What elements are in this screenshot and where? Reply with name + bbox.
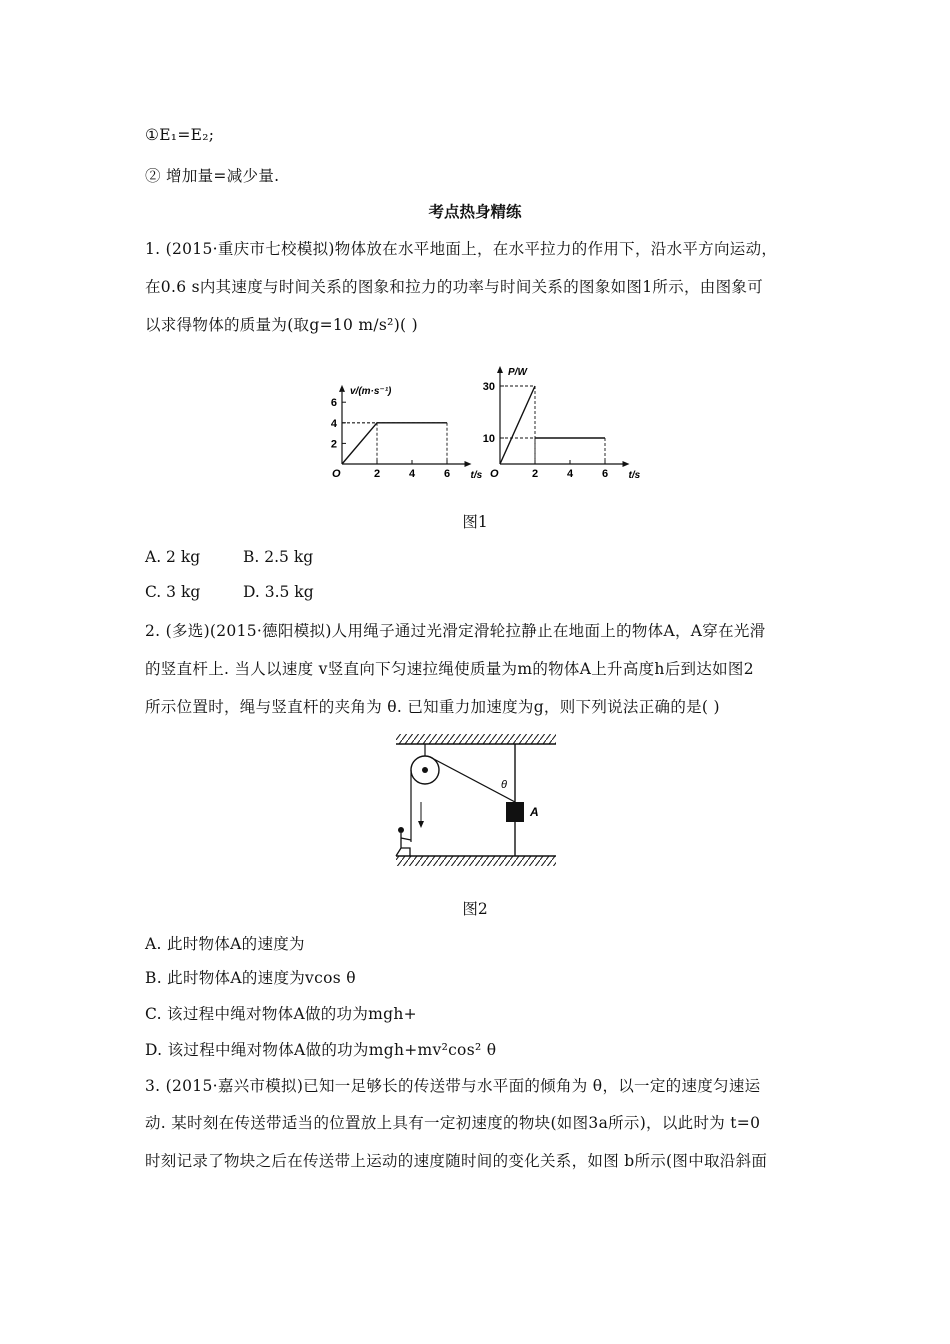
x-tick-label: 4 <box>566 468 574 480</box>
q3-line-2: 动. 某时刻在传送带适当的位置放上具有一定初速度的物块(如图3a所示)，以此时为 t=0 <box>145 1114 761 1132</box>
y-axis-label: P/W <box>508 367 527 378</box>
y-tick-label: 10 <box>482 433 495 445</box>
y-tick-label: 2 <box>330 438 337 451</box>
person-head <box>398 827 404 833</box>
power-time-chart <box>483 366 641 481</box>
q3-line-1: 3. (2015·嘉兴市模拟)已知一足够长的传送带与水平面的倾角为 θ，以一定的速度匀速运 <box>145 1077 761 1095</box>
x-tick-label: 6 <box>443 468 451 480</box>
theta-label: θ <box>501 779 507 791</box>
y-tick-label: 6 <box>330 397 337 410</box>
x-tick-label: 6 <box>601 468 609 480</box>
y-axis-arrow <box>339 385 345 392</box>
q2-line-2: 的竖直杆上. 当人以速度 v竖直向下匀速拉绳使质量为m的物体A上升高度h后到达如图2 <box>145 660 754 678</box>
x-axis-arrow <box>465 461 472 467</box>
x-tick-label: 2 <box>531 468 539 480</box>
x-axis-arrow <box>623 461 630 467</box>
y-axis-label: v/(m·s⁻¹) <box>350 385 392 397</box>
q2-line-1: 2. (多选)(2015·德阳模拟)人用绳子通过光滑定滑轮拉静止在地面上的物体A，A穿在光滑 <box>145 622 766 640</box>
floor-hatch <box>396 856 556 866</box>
y-axis-arrow <box>497 366 503 373</box>
y-tick-label: 30 <box>482 381 495 393</box>
origin-label: O <box>332 468 341 480</box>
pulley-axle <box>422 767 428 773</box>
q1-line-3: 以求得物体的质量为(取g=10 m/s²)( ) <box>145 316 418 334</box>
q1-option-c: C. 3 kg <box>145 583 201 601</box>
q2-option-a: A. 此时物体A的速度为 <box>145 935 305 953</box>
intro-line-2: ② 增加量=减少量. <box>145 167 280 185</box>
q1-line-2: 在0.6 s内其速度与时间关系的图象和拉力的功率与时间关系的图象如图1所示，由图象可 <box>145 278 763 296</box>
q2-option-b: B. 此时物体A的速度为vcos θ <box>145 969 356 987</box>
q1-option-b: B. 2.5 kg <box>243 548 314 566</box>
figure-2-caption: 图2 <box>462 900 488 918</box>
figure-2-pulley-diagram <box>390 732 565 874</box>
q1-line-1: 1. (2015·重庆市七校模拟)物体放在水平地面上，在水平拉力的作用下，沿水平方向运动， <box>145 240 778 258</box>
person-arm <box>401 838 411 840</box>
origin-label: O <box>490 468 499 480</box>
q1-option-a: A. 2 kg <box>145 548 201 566</box>
q3-line-3: 时刻记录了物块之后在传送带上运动的速度随时间的变化关系，如图 b所示(图中取沿斜面 <box>145 1152 768 1170</box>
x-tick-label: 4 <box>408 468 416 480</box>
block-a <box>506 802 524 822</box>
q1-option-d: D. 3.5 kg <box>243 583 314 601</box>
person-body <box>396 833 410 856</box>
series-line-1 <box>342 423 447 464</box>
section-title: 考点热身精练 <box>428 202 522 221</box>
pull-arrow-head <box>418 821 424 828</box>
series-line-1 <box>500 386 535 464</box>
y-tick-label: 4 <box>330 417 337 430</box>
q2-option-d: D. 该过程中绳对物体A做的功为mgh+mv²cos² θ <box>145 1041 497 1059</box>
q2-line-3: 所示位置时，绳与竖直杆的夹角为 θ. 已知重力加速度为g，则下列说法正确的是( ) <box>145 698 720 716</box>
figure-1-caption: 图1 <box>462 513 488 531</box>
x-axis-label: t/s <box>628 470 641 481</box>
figure-1 <box>310 350 650 485</box>
ceiling-hatch <box>396 734 556 744</box>
x-tick-label: 2 <box>373 468 381 480</box>
velocity-time-chart <box>331 385 483 481</box>
q2-option-c: C. 该过程中绳对物体A做的功为mgh+ <box>145 1005 417 1023</box>
block-a-label: A <box>530 805 539 819</box>
x-axis-label: t/s <box>470 470 483 481</box>
intro-line-1: ①E₁=E₂; <box>145 126 215 144</box>
